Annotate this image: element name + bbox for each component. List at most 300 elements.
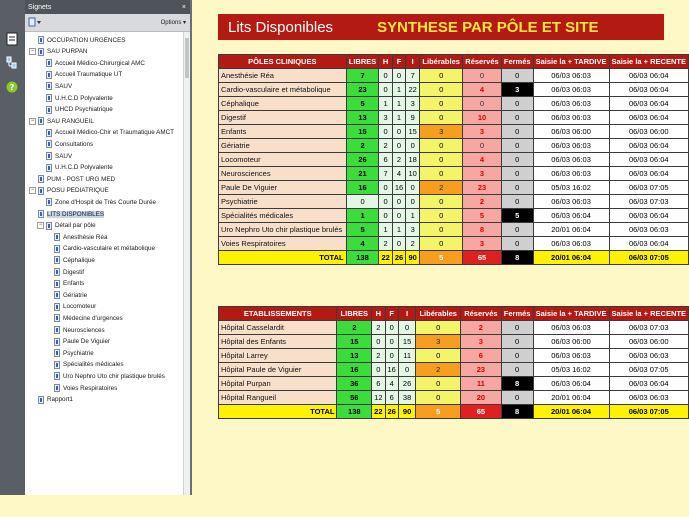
total-tardive: 20/01 06:04 (533, 405, 609, 419)
column-header: ETABLISSEMENTS (219, 307, 337, 321)
row-name: Locomoteur (219, 153, 347, 167)
cell-tardive: 06/03 06:04 (533, 209, 609, 223)
cell-f: 0 (392, 69, 405, 83)
cell-f: 1 (392, 97, 405, 111)
row-name: Uro Nephro Uto chir plastique brulés (219, 223, 347, 237)
cell-h: 1 (379, 223, 392, 237)
etablissements-table (218, 306, 689, 419)
cell-libres: 2 (337, 321, 372, 335)
cell-f: 0 (392, 125, 405, 139)
svg-text:?: ? (9, 83, 15, 92)
cell-reserves: 5 (463, 209, 502, 223)
bookmark-item[interactable] (37, 81, 72, 91)
cell-tardive: 06/03 06:03 (533, 83, 609, 97)
cell-tardive: 06/03 06:03 (533, 97, 609, 111)
bookmark-item[interactable] (37, 139, 93, 149)
cell-reserves: 2 (463, 195, 502, 209)
bookmark-menu-icon[interactable] (28, 17, 42, 29)
column-header: Réservés (463, 55, 502, 69)
cell-h: 2 (372, 321, 385, 335)
row-name: Hôpital des Enfants (219, 335, 337, 349)
cell-liberables: 0 (420, 111, 463, 125)
bookmark-item[interactable] (37, 151, 72, 161)
cell-libres: 15 (337, 335, 372, 349)
table-row (219, 391, 689, 405)
table-row (219, 181, 689, 195)
row-name: Céphalique (219, 97, 347, 111)
cell-h: 2 (379, 139, 392, 153)
bookmark-item[interactable] (45, 244, 155, 254)
cell-fermes: 0 (501, 391, 533, 405)
collapse-icon[interactable]: − (38, 222, 43, 229)
cell-reserves: 3 (463, 237, 502, 251)
cell-h: 2 (372, 349, 385, 363)
cell-reserves: 4 (463, 83, 502, 97)
cell-f: 6 (385, 391, 398, 405)
total-row (219, 251, 689, 265)
bookmark-item[interactable] (45, 267, 84, 277)
cell-i: 15 (398, 335, 416, 349)
table-row (219, 167, 689, 181)
bookmark-icon (54, 349, 60, 357)
bookmark-label: Médecine d'urgences (63, 314, 123, 322)
cell-fermes: 0 (501, 321, 533, 335)
bookmark-icon (54, 303, 60, 311)
bookmark-icon (46, 71, 52, 79)
total-h: 22 (372, 405, 385, 419)
cell-i: 0 (398, 321, 416, 335)
bookmarks-panel (25, 0, 192, 495)
bookmark-item[interactable] (37, 128, 174, 138)
cell-recente: 06/03 07:05 (609, 181, 688, 195)
etab-header-row (219, 307, 689, 321)
column-header: PÔLES CLINIQUES (219, 55, 347, 69)
bookmarks-icon[interactable] (3, 54, 21, 72)
cell-h: 0 (379, 195, 392, 209)
cell-reserves: 11 (461, 377, 502, 391)
cell-fermes: 5 (501, 209, 533, 223)
cell-liberables: 0 (420, 209, 463, 223)
table-row (219, 195, 689, 209)
poles-table (218, 54, 689, 265)
report-title: Lits Disponibles (228, 18, 334, 36)
row-name: Psychiatrie (219, 195, 347, 209)
cell-f: 16 (392, 181, 405, 195)
cell-liberables: 0 (420, 69, 463, 83)
cell-liberables: 0 (416, 391, 461, 405)
table-row (219, 377, 689, 391)
cell-libres: 2 (346, 139, 379, 153)
bookmark-item[interactable] (37, 93, 113, 103)
bookmark-icon (38, 175, 44, 183)
cell-recente: 06/03 06:03 (609, 223, 688, 237)
cell-f: 4 (385, 377, 398, 391)
cell-libres: 5 (346, 97, 379, 111)
table-row (219, 125, 689, 139)
bookmark-label: Accueil Médico-Chir et Traumatique AMCT (55, 129, 174, 137)
bookmark-item[interactable] (45, 383, 117, 393)
cell-h: 0 (372, 335, 385, 349)
column-header: Fermés (501, 55, 533, 69)
cell-tardive: 20/01 06:04 (533, 391, 609, 405)
bookmark-icon (54, 245, 60, 253)
total-liberables: 5 (420, 251, 463, 265)
cell-reserves: 2 (461, 321, 502, 335)
cell-tardive: 06/03 06:03 (533, 321, 609, 335)
cell-h: 0 (379, 125, 392, 139)
cell-tardive: 20/01 06:04 (533, 223, 609, 237)
bookmark-icon (46, 152, 52, 160)
cell-i: 1 (406, 209, 420, 223)
collapse-icon[interactable]: − (30, 48, 35, 55)
total-reserves: 65 (461, 405, 502, 419)
cell-i: 38 (398, 391, 416, 405)
cell-recente: 06/03 06:04 (609, 237, 688, 251)
cell-liberables: 0 (416, 349, 461, 363)
cell-i: 10 (406, 167, 420, 181)
cell-liberables: 2 (420, 181, 463, 195)
cell-liberables: 0 (416, 377, 461, 391)
cell-liberables: 0 (420, 195, 463, 209)
cell-tardive: 06/03 06:04 (533, 377, 609, 391)
cell-liberables: 0 (420, 223, 463, 237)
cell-i: 3 (406, 223, 420, 237)
bookmark-label: Voies Respiratoires (63, 384, 118, 392)
cell-recente: 06/03 06:00 (609, 335, 688, 349)
cell-f: 0 (392, 237, 405, 251)
cell-fermes: 0 (501, 97, 533, 111)
bookmark-label: Céphalique (63, 256, 95, 264)
bookmark-icon (38, 187, 44, 195)
row-name: Paule De Viguier (219, 181, 347, 195)
cell-tardive: 06/03 06:03 (533, 69, 609, 83)
bookmark-label: Enfants (63, 280, 85, 288)
bookmark-label: Paule De Viguier (63, 338, 111, 346)
bookmark-item[interactable] (45, 290, 87, 300)
cell-recente: 06/03 06:04 (609, 167, 688, 181)
cell-tardive: 05/03 16:02 (533, 181, 609, 195)
row-name: Gériatrie (219, 139, 347, 153)
table-row (219, 223, 689, 237)
bookmark-label: LITS DISPONIBLES (47, 210, 105, 218)
cell-h: 1 (379, 97, 392, 111)
bookmark-icon (46, 129, 52, 137)
side-toolbar (0, 0, 25, 495)
cell-recente: 06/03 06:04 (609, 69, 688, 83)
total-fermes: 8 (501, 405, 533, 419)
row-name: Neurosciences (219, 167, 347, 181)
cell-reserves: 4 (463, 153, 502, 167)
cell-recente: 06/03 07:03 (609, 195, 688, 209)
cell-libres: 1 (346, 209, 379, 223)
cell-h: 6 (372, 377, 385, 391)
cell-reserves: 20 (461, 391, 502, 405)
row-name: Digestif (219, 111, 347, 125)
cell-reserves: 3 (463, 125, 502, 139)
column-header: Libérables (416, 307, 461, 321)
table-row (219, 209, 689, 223)
bookmark-item[interactable] (29, 35, 125, 45)
cell-libres: 5 (346, 223, 379, 237)
pages-icon[interactable] (3, 30, 21, 48)
total-libres: 138 (346, 251, 379, 265)
cell-liberables: 2 (416, 363, 461, 377)
cell-i: 9 (406, 111, 420, 125)
cell-tardive: 06/03 06:00 (533, 335, 609, 349)
column-header: Fermés (501, 307, 533, 321)
total-libres: 138 (337, 405, 372, 419)
total-label: TOTAL (219, 405, 337, 419)
panel-toolbar (25, 14, 190, 32)
bookmark-label: U.H.C.D Polyvalente (55, 164, 113, 172)
bookmark-icon (46, 82, 52, 90)
total-i: 90 (398, 405, 416, 419)
cell-tardive: 06/03 06:03 (533, 111, 609, 125)
cell-liberables: 0 (420, 97, 463, 111)
bookmark-item[interactable] (45, 255, 95, 265)
bookmark-item[interactable] (45, 337, 110, 347)
bookmark-label: Rapport1 (47, 396, 73, 404)
cell-recente: 06/03 06:04 (609, 83, 688, 97)
cell-fermes: 0 (501, 153, 533, 167)
cell-recente: 06/03 06:00 (609, 125, 688, 139)
column-header: LIBRES (337, 307, 372, 321)
report-page (194, 0, 689, 495)
cell-f: 2 (392, 153, 405, 167)
cell-libres: 21 (346, 167, 379, 181)
cell-recente: 06/03 07:03 (609, 321, 688, 335)
cell-f: 0 (385, 335, 398, 349)
bookmark-label: Zone d'Hospit de Très Courte Durée (55, 198, 156, 206)
cell-liberables: 3 (416, 335, 461, 349)
bookmark-icon (46, 106, 52, 114)
column-header: F (392, 55, 405, 69)
total-row (219, 405, 689, 419)
cell-i: 0 (398, 363, 416, 377)
bookmark-icon (54, 280, 60, 288)
options-menu[interactable]: Options ▾ (160, 20, 186, 26)
table-row (219, 111, 689, 125)
table-row (219, 69, 689, 83)
bookmark-item[interactable] (45, 302, 96, 312)
total-label: TOTAL (219, 251, 347, 265)
cell-f: 4 (392, 167, 405, 181)
cell-fermes: 0 (501, 349, 533, 363)
cell-fermes: 0 (501, 125, 533, 139)
cell-i: 18 (406, 153, 420, 167)
row-name: Spécialités médicales (219, 209, 347, 223)
bookmark-item[interactable] (29, 186, 109, 196)
row-name: Hôpital Rangueil (219, 391, 337, 405)
cell-liberables: 0 (420, 237, 463, 251)
row-name: Voies Respiratoires (219, 237, 347, 251)
cell-fermes: 0 (501, 363, 533, 377)
panel-title: Signets (28, 3, 52, 11)
cell-i: 3 (406, 97, 420, 111)
bookmark-item[interactable] (29, 174, 115, 184)
total-recente: 06/03 07:05 (609, 251, 688, 265)
bookmark-label: Psychiatrie (63, 349, 94, 357)
bookmark-item[interactable] (45, 325, 105, 335)
column-header: H (379, 55, 392, 69)
column-header: Libérables (420, 55, 463, 69)
cell-fermes: 3 (501, 83, 533, 97)
cell-libres: 16 (337, 363, 372, 377)
page-footer-area (0, 495, 689, 517)
cell-libres: 16 (346, 181, 379, 195)
bookmark-item[interactable] (29, 209, 104, 219)
cell-libres: 23 (346, 83, 379, 97)
cell-libres: 56 (337, 391, 372, 405)
cell-recente: 06/03 06:04 (609, 139, 688, 153)
cell-h: 3 (379, 111, 392, 125)
cell-tardive: 05/03 16:02 (533, 363, 609, 377)
cell-fermes: 0 (501, 181, 533, 195)
table-row (219, 349, 689, 363)
close-icon[interactable]: × (181, 3, 186, 11)
bookmark-item[interactable] (37, 70, 122, 80)
cell-i: 7 (406, 69, 420, 83)
cell-h: 0 (379, 181, 392, 195)
total-liberables: 5 (416, 405, 461, 419)
cell-liberables: 0 (420, 83, 463, 97)
bookmark-label: Digestif (63, 268, 84, 276)
table-row (219, 139, 689, 153)
bookmark-icon (54, 291, 60, 299)
cell-reserves: 23 (463, 181, 502, 195)
bookmark-icon (54, 314, 60, 322)
table-row (219, 153, 689, 167)
table-row (219, 97, 689, 111)
cell-recente: 06/03 06:03 (609, 349, 688, 363)
report-subtitle: SYNTHESE PAR PÔLE ET SITE (377, 18, 599, 36)
bookmark-icon (46, 222, 52, 230)
cell-recente: 06/03 06:04 (609, 153, 688, 167)
bookmark-label: U.H.C.D Polyvalente (55, 94, 113, 102)
poles-header-row (219, 55, 689, 69)
cell-liberables: 0 (420, 153, 463, 167)
bookmark-item[interactable] (29, 395, 73, 405)
cell-libres: 13 (337, 349, 372, 363)
bookmark-item[interactable] (37, 197, 156, 207)
bookmark-label: SAU PURPAN (47, 48, 88, 56)
bookmark-item[interactable] (45, 232, 107, 242)
bookmark-icon (46, 164, 52, 172)
bookmark-item[interactable] (37, 221, 96, 231)
cell-i: 26 (398, 377, 416, 391)
cell-h: 0 (379, 83, 392, 97)
cell-tardive: 06/03 06:03 (533, 139, 609, 153)
total-i: 90 (406, 251, 420, 265)
bookmark-label: Locomoteur (63, 303, 97, 311)
cell-tardive: 06/03 06:00 (533, 125, 609, 139)
bookmark-icon (38, 48, 44, 56)
cell-i: 0 (406, 139, 420, 153)
cell-reserves: 0 (463, 139, 502, 153)
cell-reserves: 23 (461, 363, 502, 377)
cell-fermes: 0 (501, 69, 533, 83)
help-icon[interactable] (3, 78, 21, 96)
row-name: Enfants (219, 125, 347, 139)
bookmark-label: PUM - POST URG MED (47, 175, 116, 183)
cell-libres: 7 (346, 69, 379, 83)
cell-reserves: 3 (461, 335, 502, 349)
cell-liberables: 0 (416, 321, 461, 335)
row-name: Hôpital Casselardit (219, 321, 337, 335)
cell-reserves: 6 (461, 349, 502, 363)
bookmark-item[interactable] (37, 163, 113, 173)
table-row (219, 321, 689, 335)
cell-f: 0 (392, 209, 405, 223)
bookmark-icon (54, 268, 60, 276)
bookmark-icon (54, 372, 60, 380)
cell-tardive: 06/03 06:03 (533, 195, 609, 209)
bookmark-label: Gériatrie (63, 291, 88, 299)
collapse-icon[interactable]: − (30, 187, 35, 194)
cell-tardive: 06/03 06:03 (533, 153, 609, 167)
bookmark-icon (38, 396, 44, 404)
bookmark-item[interactable] (45, 371, 165, 381)
cell-h: 2 (379, 237, 392, 251)
column-header: H (372, 307, 385, 321)
bookmark-item[interactable] (29, 47, 87, 57)
column-header: I (406, 55, 420, 69)
cell-f: 1 (392, 83, 405, 97)
row-name: Cardio-vasculaire et métabolique (219, 83, 347, 97)
collapse-icon[interactable]: − (30, 117, 35, 124)
cell-f: 1 (392, 111, 405, 125)
bookmark-label: Accueil Traumatique UT (55, 71, 123, 79)
bookmark-item[interactable] (45, 313, 123, 323)
report-banner (218, 14, 664, 40)
bookmark-item[interactable] (45, 348, 94, 358)
total-recente: 06/03 07:05 (609, 405, 688, 419)
table-row (219, 363, 689, 377)
tree-scrollbar[interactable] (183, 32, 190, 495)
cell-reserves: 10 (463, 111, 502, 125)
bookmark-item[interactable] (45, 279, 84, 289)
bookmark-item[interactable] (29, 116, 94, 126)
bookmark-icon (54, 326, 60, 334)
cell-tardive: 06/03 06:03 (533, 167, 609, 181)
total-reserves: 65 (463, 251, 502, 265)
cell-i: 0 (406, 195, 420, 209)
cell-reserves: 8 (463, 223, 502, 237)
cell-i: 0 (406, 181, 420, 195)
bookmark-label: OCCUPATION URGENCES (47, 36, 126, 44)
cell-fermes: 0 (501, 335, 533, 349)
cell-recente: 06/03 06:04 (609, 209, 688, 223)
bookmark-label: Détail par pôle (55, 222, 96, 230)
column-header: LIBRES (346, 55, 379, 69)
bookmark-item[interactable] (37, 105, 113, 115)
cell-libres: 0 (346, 195, 379, 209)
cell-reserves: 3 (463, 167, 502, 181)
cell-f: 0 (385, 349, 398, 363)
cell-i: 2 (406, 237, 420, 251)
bookmark-label: Anesthésie Réa (63, 233, 108, 241)
cell-fermes: 0 (501, 139, 533, 153)
bookmark-item[interactable] (45, 360, 124, 370)
bookmark-item[interactable] (37, 58, 145, 68)
cell-libres: 36 (337, 377, 372, 391)
cell-libres: 26 (346, 153, 379, 167)
cell-h: 0 (379, 69, 392, 83)
cell-h: 6 (379, 153, 392, 167)
table-row (219, 237, 689, 251)
cell-liberables: 3 (420, 125, 463, 139)
bookmark-label: Cardio-vasculaire et métabolique (63, 245, 156, 253)
